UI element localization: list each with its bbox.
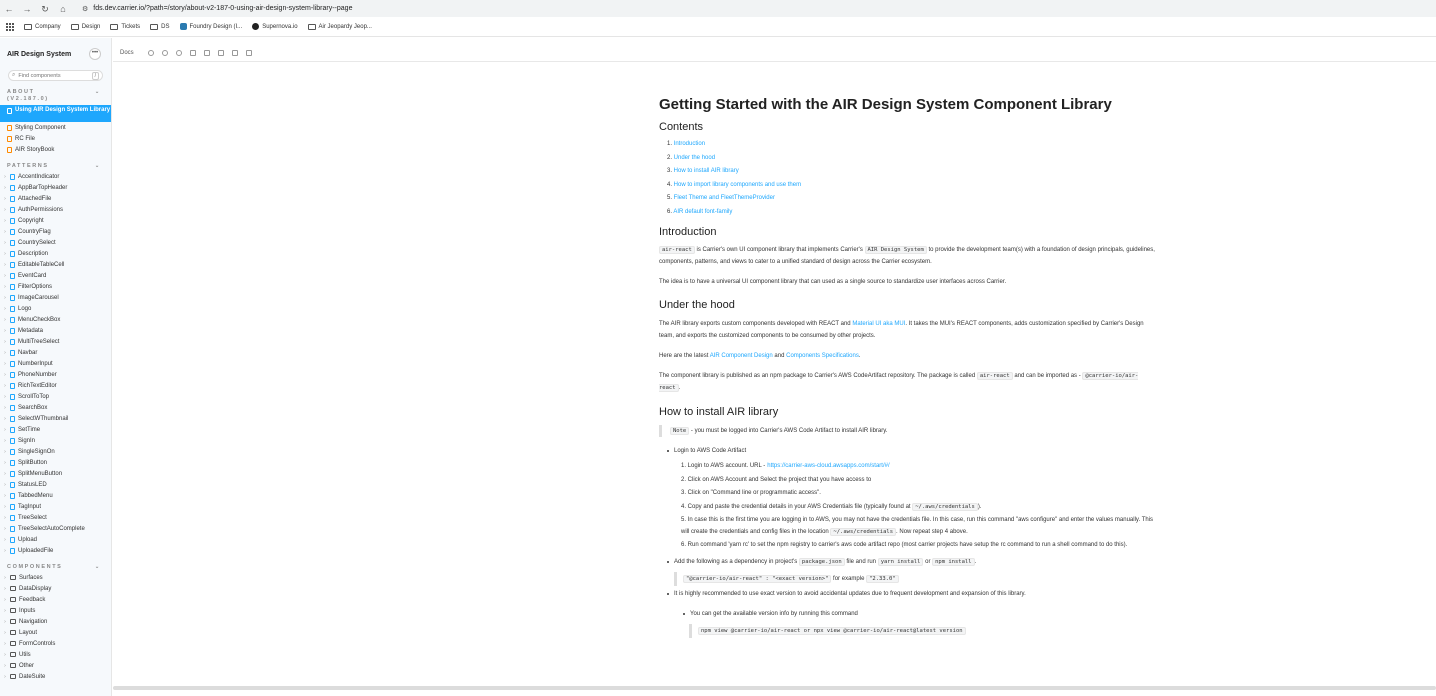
sidebar-item-pattern[interactable]	[0, 237, 111, 248]
sidebar-item-component[interactable]	[0, 660, 111, 671]
list-item: You can get the available version info by running this command	[659, 608, 1159, 620]
sidebar-item-label: ImageCarousel	[18, 294, 59, 301]
sidebar-item-label: SplitButton	[18, 459, 48, 466]
list-item: Add the following as a dependency in project's package.json file and run yarn install or npm install .	[659, 556, 1159, 568]
chevron-right-icon: ›	[4, 184, 6, 191]
sidebar-item-label: Styling Component	[15, 124, 66, 131]
component-icon	[10, 405, 15, 411]
chevron-right-icon: ›	[4, 404, 6, 411]
chevron-right-icon: ›	[4, 283, 6, 290]
sidebar-item-label: Utils	[19, 651, 31, 658]
component-icon	[10, 526, 15, 532]
sidebar-item-pattern[interactable]	[0, 215, 111, 226]
contents-link[interactable]: Under the hood	[673, 154, 716, 161]
component-icon	[10, 273, 15, 279]
chevron-right-icon: ›	[4, 371, 6, 378]
folder-icon	[10, 652, 16, 657]
component-icon	[10, 427, 15, 433]
chevron-right-icon: ›	[4, 448, 6, 455]
sidebar-item-label: CountrySelect	[18, 239, 56, 246]
sidebar-item-label: TreeSelectAutoComplete	[18, 525, 85, 532]
sidebar-item-pattern[interactable]	[0, 171, 111, 182]
chevron-right-icon: ›	[4, 382, 6, 389]
chevron-right-icon: ›	[4, 492, 6, 499]
sidebar-item-label: Feedback	[19, 596, 46, 603]
component-icon	[10, 350, 15, 356]
component-icon	[10, 317, 15, 323]
chevron-right-icon: ›	[4, 525, 6, 532]
chevron-right-icon: ›	[4, 393, 6, 400]
component-icon	[10, 295, 15, 301]
sidebar-item-component[interactable]	[0, 627, 111, 638]
folder-icon	[10, 608, 16, 613]
bookmark-air-jeopardy[interactable]: Air Jeopardy Jeop...	[308, 24, 372, 30]
sidebar-item-pattern[interactable]	[0, 523, 111, 534]
component-icon	[10, 218, 15, 224]
chevron-right-icon: ›	[4, 250, 6, 257]
sidebar-item-label: AIR StoryBook	[15, 146, 55, 153]
list-item: 4. Copy and paste the credential details in your AWS Credentials file (typically found at ~/.aws/credentials ).	[681, 503, 982, 510]
hood-paragraph-1: The AIR library exports custom components developed with REACT and Material UI aka MUI. It takes the MUI's REACT components, adds customization specified by Carrier's Design team, and exports the customized components to be consumed by other projects.	[659, 321, 1144, 339]
folder-icon	[10, 619, 16, 624]
zoom-in-icon[interactable]	[148, 50, 154, 56]
folder-icon	[10, 663, 16, 668]
group-header-patterns[interactable]: PATTERNS ⌄	[7, 163, 101, 169]
chevron-right-icon: ›	[4, 607, 6, 614]
sidebar-item-pattern[interactable]	[0, 490, 111, 501]
list-number: 6.	[667, 208, 674, 215]
group-header-components[interactable]: COMPONENTS ⌄	[7, 564, 101, 570]
component-specs-link[interactable]: Components Specifications	[786, 353, 859, 359]
sidebar-item-component[interactable]	[0, 649, 111, 660]
sidebar-item-pattern[interactable]	[0, 545, 111, 556]
browser-topbar	[0, 0, 1436, 17]
folder-icon	[10, 597, 16, 602]
component-icon	[10, 383, 15, 389]
component-icon	[10, 240, 15, 246]
list-item: It is highly recommended to use exact version to avoid accidental updates due to frequent development and expansion of this library.	[659, 588, 1159, 600]
sidebar-item-label: CountryFlag	[18, 228, 51, 235]
sidebar-item-about[interactable]	[0, 122, 111, 133]
about-list	[0, 105, 111, 155]
aws-login-link[interactable]: https://carrier-aws-cloud.awsapps.com/start/#/	[767, 463, 890, 469]
sidebar-item-label: RC File	[15, 135, 36, 142]
component-icon	[10, 460, 15, 466]
component-icon	[10, 537, 15, 543]
collapse-icon[interactable]: ⌄	[94, 163, 101, 169]
sidebar-item-label: TagInput	[18, 503, 42, 510]
sidebar-item-pattern[interactable]	[0, 479, 111, 490]
contents-link[interactable]: How to import library components and use them	[673, 181, 802, 188]
sidebar-item-pattern[interactable]	[0, 226, 111, 237]
folder-icon	[10, 575, 16, 580]
document-icon	[7, 108, 12, 114]
chevron-right-icon: ›	[4, 195, 6, 202]
chevron-right-icon: ›	[4, 673, 6, 680]
intro-paragraph-1: air-react is Carrier's own UI component library that implements Carrier's AIR Design System to provide the development team(s) with a foundation of design principals, guidelines, components, patterns, and views to cater to a unified standard of design across the Carrier ecosystem.	[659, 247, 1155, 265]
introduction-heading: Introduction	[659, 226, 717, 238]
sidebar-item-label: ScrollToTop	[18, 393, 50, 400]
supernova-logo-icon	[252, 23, 259, 30]
component-icon	[10, 361, 15, 367]
sidebar-item-label: AccentIndicator	[18, 173, 60, 180]
chevron-right-icon: ›	[4, 514, 6, 521]
component-icon	[10, 372, 15, 378]
sidebar-item-pattern[interactable]	[0, 358, 111, 369]
docs-content	[659, 95, 1159, 638]
sidebar-item-label: Other	[19, 662, 35, 669]
chevron-right-icon: ›	[4, 426, 6, 433]
chevron-right-icon: ›	[4, 662, 6, 669]
sidebar-item-label: AppBarTopHeader	[18, 184, 68, 191]
sidebar-item-pattern[interactable]	[0, 270, 111, 281]
login-steps	[659, 461, 1159, 552]
list-number: 4.	[667, 181, 674, 188]
patterns-list	[0, 171, 111, 556]
component-icon	[10, 394, 15, 400]
component-icon	[10, 262, 15, 268]
sidebar-item-label: AttachedFile	[18, 195, 52, 202]
command-snippet: npm view @carrier-io/air-react or npx view @carrier-io/air-react@latest version	[689, 624, 1159, 638]
folder-icon	[10, 674, 16, 679]
preview-toolbar	[113, 44, 1436, 62]
sidebar-item-label: Logo	[18, 305, 32, 312]
component-icon	[10, 207, 15, 213]
bookmark-supernova[interactable]: Supernova.io	[252, 23, 297, 30]
chevron-right-icon: ›	[4, 239, 6, 246]
document-icon	[7, 136, 12, 142]
sidebar-item-pattern[interactable]	[0, 534, 111, 545]
sidebar-item-label: PhoneNumber	[18, 371, 57, 378]
contents-link[interactable]: Introduction	[673, 141, 706, 147]
sidebar-item-about[interactable]	[0, 133, 111, 144]
sidebar-item-pattern[interactable]	[0, 457, 111, 468]
sidebar-item-pattern[interactable]	[0, 512, 111, 523]
sidebar-item-label: FormControls	[19, 640, 56, 647]
sidebar-item-pattern[interactable]	[0, 248, 111, 259]
sidebar-item-label: SplitMenuButton	[18, 470, 63, 477]
bullet-dot	[683, 613, 685, 615]
sidebar-item-label: UploadedFile	[18, 547, 54, 554]
foundry-logo-icon	[180, 23, 187, 30]
note-callout: Note - you must be logged into Carrier's AWS Code Artifact to install AIR library.	[659, 425, 1159, 437]
collapse-icon[interactable]: ⌄	[94, 564, 101, 570]
folder-icon	[10, 641, 16, 646]
outline-icon[interactable]	[246, 50, 252, 56]
sidebar-item-label: MenuCheckBox	[18, 316, 61, 323]
sidebar-item-label: EventCard	[18, 272, 47, 279]
component-icon	[10, 174, 15, 180]
sidebar-item-label: MultiTreeSelect	[18, 338, 60, 345]
list-number: 3.	[667, 168, 674, 174]
bookmark-tickets[interactable]: Tickets	[110, 24, 140, 30]
sidebar-item-pattern[interactable]	[0, 204, 111, 215]
list-number: 1.	[667, 141, 674, 147]
component-icon	[10, 548, 15, 554]
chevron-right-icon: ›	[4, 574, 6, 581]
chevron-right-icon: ›	[4, 437, 6, 444]
home-icon[interactable]: ⌂	[60, 3, 66, 14]
sidebar-item-pattern[interactable]	[0, 435, 111, 446]
bookmark-foundry[interactable]: Foundry Design (I...	[180, 23, 243, 30]
site-settings-icon[interactable]: ⚙	[82, 5, 89, 13]
sidebar-item-pattern[interactable]	[0, 446, 111, 457]
chevron-right-icon: ›	[4, 503, 6, 510]
component-icon	[10, 339, 15, 345]
sidebar-item-pattern[interactable]	[0, 336, 111, 347]
sidebar-item-label: SignIn	[18, 437, 36, 444]
folder-icon	[71, 24, 79, 30]
search-input[interactable]	[18, 73, 88, 79]
horizontal-scrollbar[interactable]	[113, 686, 1436, 690]
sidebar-item-component[interactable]	[0, 594, 111, 605]
sidebar-item-label: RichTextEditor	[18, 382, 57, 389]
chevron-right-icon: ›	[4, 217, 6, 224]
bullet-dot	[667, 450, 669, 452]
forward-icon[interactable]: →	[22, 3, 32, 14]
address-bar[interactable]	[82, 5, 352, 13]
sidebar-item-component[interactable]	[0, 616, 111, 627]
sidebar-item-component[interactable]	[0, 605, 111, 616]
component-icon	[10, 196, 15, 202]
list-item: 1. Login to AWS account. URL - https://carrier-aws-cloud.awsapps.com/start/#/	[681, 461, 1159, 473]
sidebar-item-component[interactable]	[0, 572, 111, 583]
more-options-button[interactable]: •••	[89, 48, 101, 60]
document-icon	[7, 125, 12, 131]
hood-paragraph-2: Here are the latest AIR Component Design and Components Specifications.	[659, 353, 861, 359]
sidebar-item-label: SetTime	[18, 426, 41, 433]
sidebar-item-label: EditableTableCell	[18, 261, 65, 268]
search-shortcut: /	[92, 72, 99, 80]
under-the-hood-heading: Under the hood	[659, 299, 735, 311]
component-icon	[10, 251, 15, 257]
contents-heading: Contents	[659, 121, 704, 133]
component-icon	[10, 471, 15, 477]
sidebar-item-label: DataDisplay	[19, 585, 52, 592]
sidebar-item-label: TabbedMenu	[18, 492, 53, 499]
chevron-right-icon: ›	[4, 338, 6, 345]
chevron-right-icon: ›	[4, 228, 6, 235]
sidebar-item-label: StatusLED	[18, 481, 47, 488]
folder-icon	[110, 24, 118, 30]
install-heading: How to install AIR library	[659, 406, 779, 418]
sidebar-item-label: NumberInput	[18, 360, 53, 367]
chevron-right-icon: ›	[4, 536, 6, 543]
sidebar-item-pattern[interactable]	[0, 347, 111, 358]
sidebar-item-pattern[interactable]	[0, 369, 111, 380]
sidebar-item-pattern[interactable]	[0, 303, 111, 314]
chevron-right-icon: ›	[4, 272, 6, 279]
chevron-right-icon: ›	[4, 651, 6, 658]
component-icon	[10, 306, 15, 312]
component-icon	[10, 284, 15, 290]
component-icon	[10, 229, 15, 235]
zoom-reset-icon[interactable]	[176, 50, 182, 56]
collapse-icon[interactable]: ⌄	[94, 89, 101, 95]
chevron-right-icon: ›	[4, 585, 6, 592]
measure-icon[interactable]	[232, 50, 238, 56]
folder-icon	[150, 24, 158, 30]
sidebar-item-component[interactable]	[0, 671, 111, 682]
sidebar-item-label: FilterOptions	[18, 283, 53, 290]
sidebar-item-label: Upload	[18, 536, 38, 543]
sidebar-item-label: SearchBox	[18, 404, 48, 411]
document-icon	[7, 147, 12, 153]
apps-icon[interactable]	[6, 23, 14, 31]
chevron-right-icon: ›	[4, 173, 6, 180]
bullet-dot	[667, 561, 669, 563]
component-icon	[10, 416, 15, 422]
list-item: 5. In case this is the first time you are logging in to AWS, you may not have the credentials file. In this case, run this command "aws configure" and enter the values manually. This will create the credentials and config files in the location ~/.aws/credentials . Now repeat step 4 above.	[681, 517, 1154, 535]
chevron-right-icon: ›	[4, 481, 6, 488]
list-number: 5.	[667, 195, 674, 201]
sidebar-item-component[interactable]	[0, 583, 111, 594]
bullet-dot	[667, 593, 669, 595]
chevron-right-icon: ›	[4, 618, 6, 625]
contents-link[interactable]: AIR default font-family	[673, 208, 733, 215]
zoom-out-icon[interactable]	[162, 50, 168, 56]
component-icon	[10, 328, 15, 334]
list-item: Login to AWS Code Artifact	[659, 445, 1159, 457]
component-icon	[10, 438, 15, 444]
viewport-icon[interactable]	[218, 50, 224, 56]
chevron-right-icon: ›	[4, 596, 6, 603]
intro-paragraph-2: The idea is to have a universal UI component library that can used as a single source to standardize user interfaces across Carrier.	[659, 279, 1007, 285]
page-title: Getting Started with the AIR Design System Component Library	[659, 96, 1112, 113]
sidebar-item-pattern[interactable]	[0, 281, 111, 292]
chevron-right-icon: ›	[4, 629, 6, 636]
sidebar-item-pattern[interactable]	[0, 402, 111, 413]
chevron-right-icon: ›	[4, 316, 6, 323]
list-item	[667, 138, 1159, 152]
bookmark-ds[interactable]: DS	[150, 24, 169, 30]
sidebar-header	[0, 38, 111, 70]
sidebar-item-label: Using AIR Design System Library	[15, 107, 111, 113]
sidebar-item-pattern[interactable]	[0, 391, 111, 402]
sidebar-item-pattern[interactable]	[0, 468, 111, 479]
sidebar-item-component[interactable]	[0, 638, 111, 649]
list-item	[667, 206, 1159, 220]
dependency-snippet: "@carrier-io/air-react" : "<exact version>" for example "2.33.0"	[674, 572, 1159, 586]
list-number: 2.	[667, 154, 674, 161]
sidebar-item-label: Navbar	[18, 349, 38, 356]
chevron-right-icon: ›	[4, 547, 6, 554]
sidebar-item-label: SelectWThumbnail	[18, 415, 69, 422]
chevron-right-icon: ›	[4, 206, 6, 213]
sidebar-item-pattern[interactable]	[0, 380, 111, 391]
chevron-right-icon: ›	[4, 305, 6, 312]
search-icon: ⌕	[12, 72, 16, 78]
chevron-right-icon: ›	[4, 415, 6, 422]
chevron-right-icon: ›	[4, 360, 6, 367]
bookmark-company[interactable]: Company	[24, 24, 61, 30]
chevron-right-icon: ›	[4, 459, 6, 466]
chevron-right-icon: ›	[4, 327, 6, 334]
sidebar-item-label: AuthPermissions	[18, 206, 64, 213]
list-item	[667, 165, 1159, 179]
sidebar-item-pattern[interactable]	[0, 182, 111, 193]
sidebar-item-label: TreeSelect	[18, 514, 47, 521]
component-icon	[10, 493, 15, 499]
contents-link[interactable]: Fleet Theme and FleetThemeProvider	[673, 195, 775, 201]
list-item: 6. Run command 'yarn rc' to set the npm registry to carrier's aws code artifact repo (most carrier projects have setup the rc command to run a shell command to do this).	[681, 542, 1128, 548]
sidebar-item-pattern[interactable]	[0, 292, 111, 303]
storybook-sidebar	[0, 38, 112, 696]
hood-paragraph-3: The component library is published as an npm package to Carrier's AWS CodeArtifact repository. The package is called air-react and can be imported as - @carrier-io/air-react .	[659, 373, 1139, 391]
sidebar-item-pattern[interactable]	[0, 314, 111, 325]
sidebar-item-pattern[interactable]	[0, 501, 111, 512]
sidebar-item-label: Description	[18, 250, 49, 257]
search-box[interactable]	[8, 70, 103, 81]
background-icon[interactable]	[190, 50, 196, 56]
sidebar-item-pattern[interactable]	[0, 413, 111, 424]
sidebar-title: AIR Design System	[7, 50, 72, 58]
list-item: 2. Click on AWS Account and Select the project that you have access to	[681, 476, 872, 483]
list-item	[667, 192, 1159, 206]
folder-icon	[10, 586, 16, 591]
sidebar-item-label: Layout	[19, 629, 38, 636]
back-icon[interactable]: ←	[4, 3, 14, 14]
folder-icon	[24, 24, 32, 30]
sidebar-item-label: Metadata	[18, 327, 44, 334]
chevron-right-icon: ›	[4, 470, 6, 477]
sidebar-item-pattern[interactable]	[0, 259, 111, 270]
component-design-link[interactable]: AIR Component Design	[709, 353, 773, 359]
folder-icon	[308, 24, 316, 30]
folder-icon	[10, 630, 16, 635]
bookmark-design[interactable]: Design	[71, 24, 101, 30]
list-item	[667, 152, 1159, 166]
sidebar-item-label: Surfaces	[19, 574, 43, 581]
chevron-right-icon: ›	[4, 261, 6, 268]
mui-link[interactable]: Material UI aka MUI	[852, 321, 906, 327]
grid-icon[interactable]	[204, 50, 210, 56]
contents-link[interactable]: How to install AIR library	[673, 168, 739, 174]
component-icon	[10, 482, 15, 488]
sidebar-item-label: Navigation	[19, 618, 48, 625]
sidebar-item-label: Copyright	[18, 217, 44, 224]
tab-docs[interactable]: Docs	[120, 49, 134, 56]
sidebar-item-pattern[interactable]	[0, 325, 111, 336]
components-list	[0, 572, 111, 682]
component-icon	[10, 515, 15, 521]
group-header-about[interactable]: ABOUT (V2.187.0) ⌄	[7, 89, 101, 102]
component-icon	[10, 504, 15, 510]
sidebar-item-label: DateSuite	[19, 673, 46, 680]
sidebar-item-about[interactable]	[0, 105, 111, 122]
chevron-right-icon: ›	[4, 640, 6, 647]
sidebar-item-about[interactable]	[0, 144, 111, 155]
url-text: fds.dev.carrier.io/?path=/story/about-v2-187-0-using-air-design-system-library--page	[93, 5, 353, 12]
sidebar-item-pattern[interactable]	[0, 424, 111, 435]
component-icon	[10, 185, 15, 191]
chevron-right-icon: ›	[4, 349, 6, 356]
contents-list	[659, 138, 1159, 219]
sidebar-item-label: SingleSignOn	[18, 448, 55, 455]
component-icon	[10, 449, 15, 455]
bookmarks-bar	[0, 17, 1436, 37]
sidebar-item-label: Inputs	[19, 607, 36, 614]
list-item: 3. Click on "Command line or programmatic access".	[681, 490, 821, 496]
reload-icon[interactable]: ↻	[41, 3, 49, 14]
sidebar-item-pattern[interactable]	[0, 193, 111, 204]
chevron-right-icon: ›	[4, 294, 6, 301]
list-item	[667, 179, 1159, 193]
